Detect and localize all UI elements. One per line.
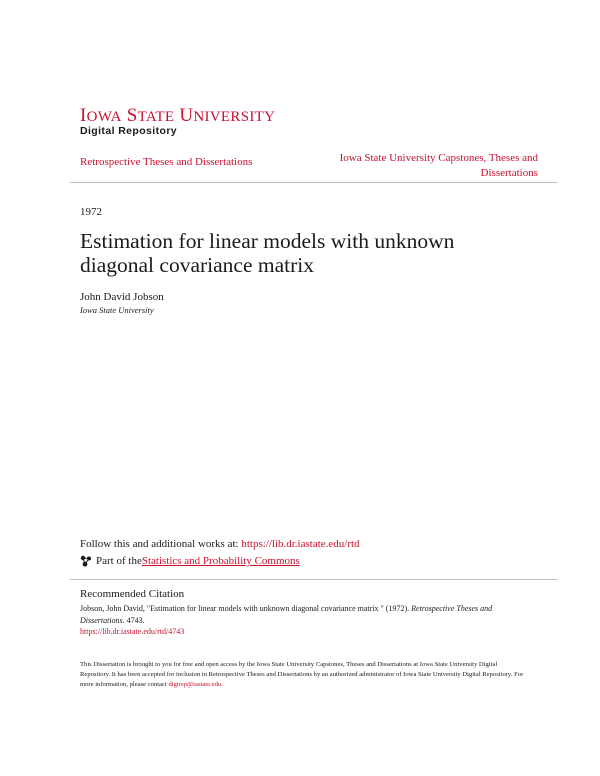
logo-text-owa: OWA [86,109,122,125]
part-of-line [80,555,300,567]
logo-subtitle: Digital Repository [80,125,178,137]
contact-email-link[interactable]: digirep@iastate.edu [168,681,222,688]
access-notice [80,660,526,690]
citation-divider [70,579,558,580]
part-of-text: Part of the [96,555,142,567]
capstones-link-line2: Dissertations [480,167,538,179]
citation-heading: Recommended Citation [80,588,185,600]
logo-text-tate: TATE [137,109,175,125]
statistics-commons-link[interactable]: Statistics and Probability Commons [141,555,300,567]
citation-series-1: Retrospective Theses and [411,604,493,613]
citation-text: Jobson, John David, "Estimation for linear models with unknown diagonal covariance matrix " (1972). [80,604,412,613]
citation-url-link[interactable]: https://lib.dr.iastate.edu/rtd/4743 [80,627,185,636]
logo-letter-u: U [174,105,194,126]
publication-year: 1972 [80,206,102,218]
citation-series-2: Dissertations [80,615,123,625]
header-divider [70,182,558,183]
university-logo [80,106,275,125]
citation-body [80,603,520,638]
notice-end: . [221,681,223,688]
retrospective-theses-link[interactable]: Retrospective Theses and Dissertations [80,156,253,168]
follow-text: Follow this and additional works at: [80,538,242,550]
follow-line [80,538,360,550]
citation-number: . 4743. [122,615,145,625]
title-line-1: Estimation for linear models with unknown [80,229,455,253]
capstones-theses-link[interactable] [318,151,538,181]
author-name: John David Jobson [80,291,164,303]
document-title [80,229,520,277]
author-affiliation: Iowa State University [80,305,154,315]
logo-letter-i: I [80,105,87,126]
title-line-2: diagonal covariance matrix [80,253,315,277]
capstones-link-line1: Iowa State University Capstones, Theses and [339,152,538,164]
logo-text-niversity: NIVERSITY [193,109,276,125]
follow-url-link[interactable]: https://lib.dr.iastate.edu/rtd [241,538,360,550]
logo-letter-s: S [121,105,138,126]
notice-text: This Dissertation is brought to you for free and open access by the Iowa State University Capstones, Theses and Dissertations at Iowa State University Digital Repository. It has been accepted for inclusion in Retrospective Theses and Dissertations by an authorized administrator of Iowa State University Digital Repository. For more information, please contact [80,661,524,688]
network-icon [80,555,92,567]
